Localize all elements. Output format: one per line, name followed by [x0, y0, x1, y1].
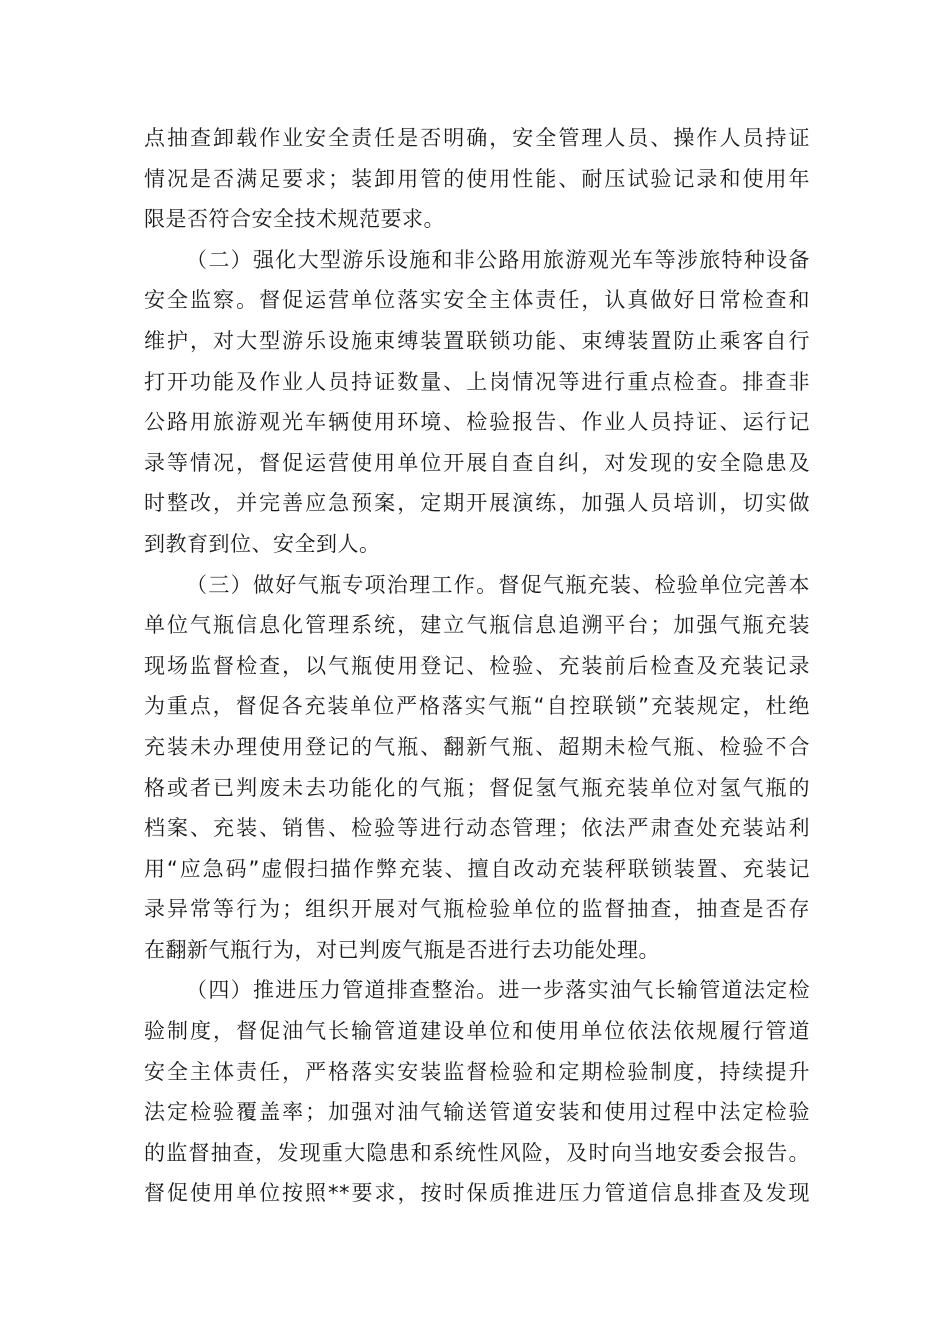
paragraph-first-line: （三）做好气瓶专项治理工作。督促气瓶充装、检验单位完善本	[186, 572, 810, 597]
text-line: 法定检验覆盖率；加强对油气输送管道安装和使用过程中法定检验	[144, 1100, 810, 1125]
text-line: 情况是否满足要求；装卸用管的使用性能、耐压试验记录和使用年	[144, 166, 810, 191]
paragraph-first-line: （二）强化大型游乐设施和非公路用旅游观光车等涉旅特种设备	[186, 247, 810, 272]
text-line: 到教育到位、安全到人。	[144, 531, 381, 556]
text-line: 格或者已判废未去功能化的气瓶；督促氢气瓶充装单位对氢气瓶的	[144, 775, 810, 800]
text-line: 点抽查卸载作业安全责任是否明确，安全管理人员、操作人员持证	[144, 126, 810, 150]
text-line: 安全主体责任，严格落实安装监督检验和定期检验制度，持续提升	[144, 1059, 810, 1084]
text-line: 的监督抽查，发现重大隐患和系统性风险，及时向当地安委会报告。	[144, 1140, 810, 1165]
text-line: 在翻新气瓶行为，对已判废气瓶是否进行去功能处理。	[144, 937, 660, 962]
text-line: 现场监督检查，以气瓶使用登记、检验、充装前后检查及充装记录	[144, 653, 810, 678]
paragraph-first-line: （四）推进压力管道排查整治。进一步落实油气长输管道法定检	[186, 978, 810, 1003]
body-text	[144, 118, 810, 1214]
text-line: 安全监察。督促运营单位落实安全主体责任，认真做好日常检查和	[144, 288, 810, 313]
text-line: 督促使用单位按照**要求，按时保质推进压力管道信息排查及发现	[144, 1181, 810, 1206]
text-line: 验制度，督促油气长输管道建设单位和使用单位依法依规履行管道	[144, 1019, 810, 1044]
text-line: 公路用旅游观光车辆使用环境、检验报告、作业人员持证、运行记	[144, 410, 810, 435]
text-line: 单位气瓶信息化管理系统，建立气瓶信息追溯平台；加强气瓶充装	[144, 613, 810, 638]
text-line: 充装未办理使用登记的气瓶、翻新气瓶、超期未检气瓶、检验不合	[144, 734, 810, 759]
text-line: 限是否符合安全技术规范要求。	[144, 207, 445, 232]
text-line: 打开功能及作业人员持证数量、上岗情况等进行重点检查。排查非	[144, 369, 810, 394]
text-line: 录异常等行为；组织开展对气瓶检验单位的监督抽查，抽查是否存	[144, 897, 810, 922]
text-line: 时整改，并完善应急预案，定期开展演练，加强人员培训，切实做	[144, 491, 810, 516]
text-line: 维护，对大型游乐设施束缚装置联锁功能、束缚装置防止乘客自行	[144, 328, 810, 353]
text-line: 档案、充装、销售、检验等进行动态管理；依法严肃查处充装站利	[144, 816, 810, 841]
text-line: 用“应急码”虚假扫描作弊充装、擅自改动充装秤联锁装置、充装记	[144, 856, 810, 881]
text-line: 录等情况，督促运营使用单位开展自查自纠，对发现的安全隐患及	[144, 450, 810, 475]
text-line: 为重点，督促各充装单位严格落实气瓶“自控联锁”充装规定，杜绝	[144, 694, 810, 719]
